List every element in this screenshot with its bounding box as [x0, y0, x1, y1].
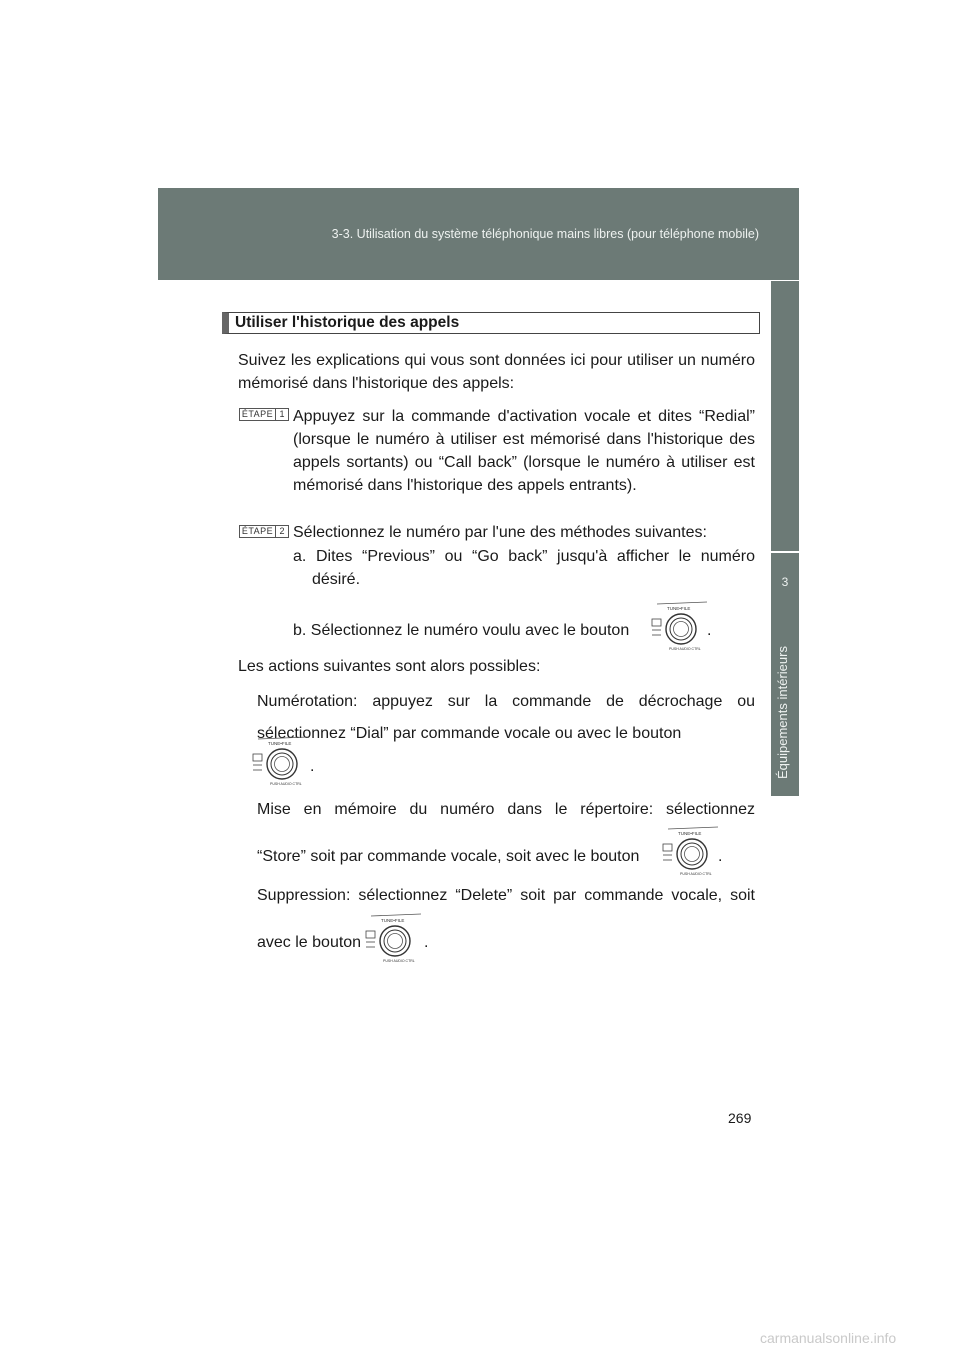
knob-bottom-label: PUSH AUDIO CTRL — [669, 647, 701, 651]
period: . — [310, 758, 315, 775]
step-2-text: Sélectionnez le numéro par l'une des méthodes suivantes: — [293, 524, 707, 541]
section-header — [222, 312, 760, 334]
knob-bottom-label: PUSH AUDIO CTRL — [270, 782, 302, 786]
action-store-line1: Mise en mémoire du numéro dans le répertoire: sélectionnez — [257, 801, 755, 818]
knob-top-label: TUNE•FILE — [268, 741, 292, 746]
page-number: 269 — [728, 1110, 752, 1126]
step-badge-number: 1 — [275, 409, 288, 420]
section-title: Utiliser l'historique des appels — [235, 314, 460, 331]
step-badge-number: 2 — [275, 526, 288, 537]
action-dial: Numérotation: appuyez sur la commande de décrochage ou sélectionnez “Dial” par commande vocale ou avec le bouton — [257, 693, 755, 742]
action-delete-line2: avec le bouton — [257, 934, 362, 951]
chapter-header-title: 3-3. Utilisation du système téléphonique mains libres (pour téléphone mobile) — [331, 227, 759, 241]
step-2-badge — [239, 525, 289, 538]
period: . — [424, 934, 429, 951]
side-tab-number: 3 — [781, 575, 789, 589]
tune-file-knob-icon — [649, 601, 711, 657]
knob-bottom-label: PUSH AUDIO CTRL — [383, 959, 415, 963]
watermark: carmanualsonline.info — [760, 1330, 897, 1346]
side-tab-spacer — [771, 281, 799, 551]
side-tab-chapter — [771, 553, 799, 796]
action-delete-line1: Suppression: sélectionnez “Delete” soit par commande vocale, soit — [257, 887, 755, 904]
side-tab-label: Équipements intérieurs — [775, 646, 790, 779]
tune-file-knob-icon — [363, 913, 425, 969]
period: . — [707, 622, 712, 639]
step-2-option-a: a. Dites “Previous” ou “Go back” jusqu'à afficher le numéro désiré. — [293, 548, 755, 588]
action-store-line2: “Store” soit par commande vocale, soit avec le bouton — [257, 848, 640, 865]
chapter-header-band — [158, 188, 799, 280]
knob-top-label: TUNE•FILE — [381, 918, 405, 923]
tune-file-knob-icon — [250, 736, 315, 792]
period: . — [718, 848, 723, 865]
step-badge-label: ÉTAPE — [241, 526, 274, 536]
step-2-option-b: b. Sélectionnez le numéro voulu avec le bouton — [293, 622, 630, 639]
knob-top-label: TUNE•FILE — [678, 831, 702, 836]
tune-file-knob-icon — [660, 826, 722, 882]
step-badge-label: ÉTAPE — [241, 409, 274, 419]
step-1-badge — [239, 408, 289, 421]
step-1-text: Appuyez sur la commande d'activation vocale et dites “Redial” (lorsque le numéro à utiliser est mémorisé dans l'historique des appels sortants) ou “Call back” (lorsque le numéro à utiliser est mémorisé dans l'historique des appels entrants). — [293, 408, 755, 494]
knob-top-label: TUNE•FILE — [667, 606, 691, 611]
intro-paragraph: Suivez les explications qui vous sont données ici pour utiliser un numéro mémorisé dans l'historique des appels: — [238, 352, 755, 392]
actions-intro: Les actions suivantes sont alors possibles: — [238, 658, 541, 675]
knob-bottom-label: PUSH AUDIO CTRL — [680, 872, 712, 876]
